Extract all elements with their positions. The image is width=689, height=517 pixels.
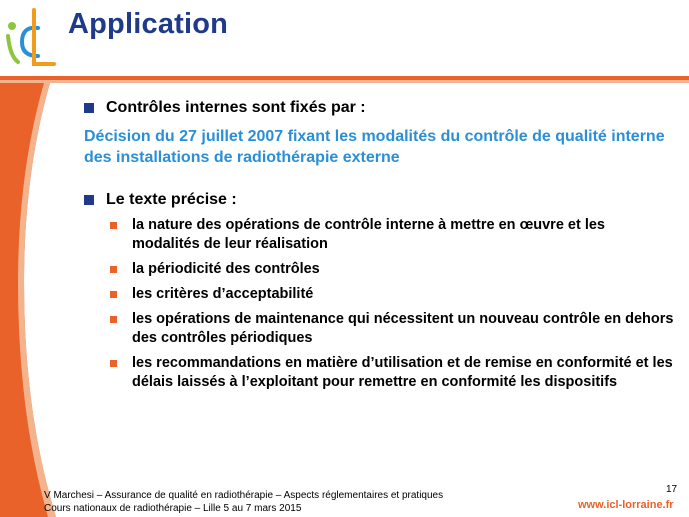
square-bullet-icon (84, 195, 94, 205)
square-bullet-icon (110, 266, 117, 273)
bullet-text: Contrôles internes sont fixés par : (106, 99, 366, 116)
sub-bullet: les critères d’acceptabilité (84, 285, 674, 304)
bullet-texte-precise (84, 190, 674, 210)
bullet-controles (84, 98, 674, 118)
icl-logo (4, 6, 60, 68)
square-bullet-icon (84, 103, 94, 113)
decision-text: Décision du 27 juillet 2007 fixant les modalités du contrôle de qualité interne des installations de radiothérapie externe (84, 128, 665, 166)
sub-bullet: les opérations de maintenance qui nécessitent un nouveau contrôle en dehors des contrôles périodiques (84, 310, 674, 348)
footer-credits (44, 489, 443, 515)
sub-bullet: les recommandations en matière d’utilisation et de remise en conformité et les délais laissés à l’exploitant pour remettre en conformité les dispositifs (84, 354, 674, 392)
slide-title: Application (68, 8, 229, 40)
square-bullet-icon (110, 222, 117, 229)
side-decoration (0, 83, 56, 517)
square-bullet-icon (110, 291, 117, 298)
sub-bullet: la périodicité des contrôles (84, 260, 674, 279)
page-number: 17 (666, 484, 678, 495)
slide-content (84, 98, 674, 398)
header-rule-light (0, 80, 689, 83)
website-link[interactable]: www.icl-lorraine.fr (578, 499, 674, 511)
square-bullet-icon (110, 360, 117, 367)
footer-line-2: Cours nationaux de radiothérapie – Lille 5 au 7 mars 2015 (44, 503, 302, 514)
footer-line-1: V Marchesi – Assurance de qualité en radiothérapie – Aspects réglementaires et pratiques (44, 490, 444, 501)
bullet-text: Le texte précise : (106, 191, 237, 208)
sub-bullet-list (84, 216, 674, 392)
square-bullet-icon (110, 316, 117, 323)
sub-bullet: la nature des opérations de contrôle interne à mettre en œuvre et les modalités de leur réalisation (84, 216, 674, 254)
